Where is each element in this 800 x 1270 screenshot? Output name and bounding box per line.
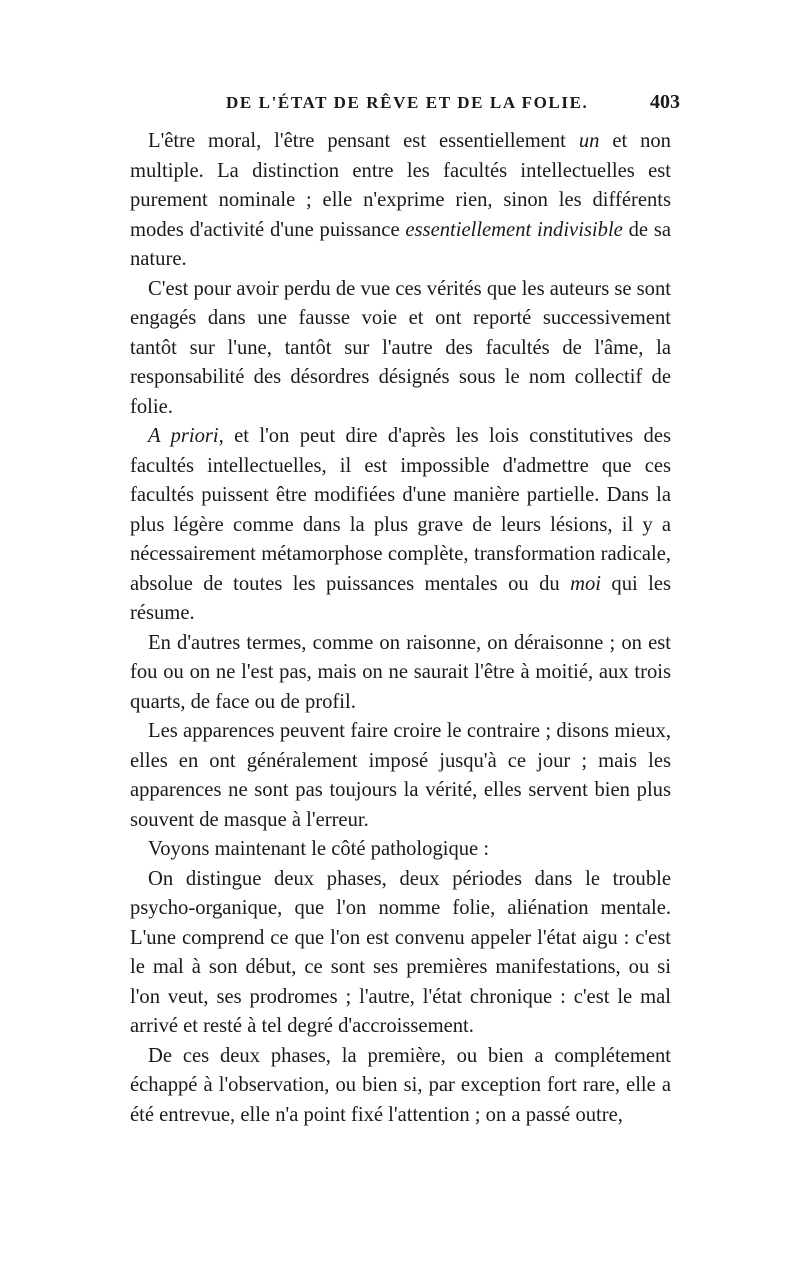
- paragraph-text: qui les résume.: [130, 572, 671, 624]
- paragraph-4: [130, 629, 671, 718]
- paragraph-text: C'est pour avoir perdu de vue ces vérités que les auteurs se sont engagés dans une fausse voie et ont reporté successivement tantôt sur l'une, tantôt sur l'autre des facultés de l'âme, la responsabilité des désordres désignés sous le nom collectif de folie.: [130, 277, 671, 418]
- paragraph-text: de sa nature.: [130, 218, 672, 270]
- running-header: [130, 91, 680, 121]
- body-text: [130, 127, 671, 1130]
- paragraph-7: [130, 865, 671, 1042]
- page-number: 403: [650, 91, 680, 113]
- paragraph-5: [130, 717, 671, 835]
- running-title: DE L'ÉTAT DE RÊVE ET DE LA FOLIE.: [226, 93, 589, 112]
- paragraph-3: [130, 422, 671, 629]
- paragraph-1: [130, 127, 671, 275]
- paragraph-text: Voyons maintenant le côté pathologique :: [148, 838, 490, 860]
- paragraph-text: De ces deux phases, la première, ou bien a complétement échappé à l'observation, ou bien si, par exception fort rare, elle a été entrevue, elle n'a point fixé l'attention ; on a passé outre,: [130, 1044, 671, 1126]
- italic-text: moi: [570, 572, 601, 595]
- italic-text: essentiellement indivisible: [405, 218, 623, 241]
- italic-text: un: [578, 130, 600, 152]
- paragraph-2: [130, 275, 671, 423]
- paragraph-text: L'être moral, l'être pensant est essentiellement: [148, 130, 579, 152]
- paragraph-text: En d'autres termes, comme on raisonne, on déraisonne ; on est fou ou on ne l'est pas, mais on ne saurait l'être à moitié, aux trois quarts, de face ou de profil.: [130, 631, 671, 713]
- paragraph-6: [130, 835, 671, 865]
- paragraph-text: Les apparences peuvent faire croire le contraire ; disons mieux, elles en ont généralement imposé jusqu'à ce jour ; mais les apparences ne sont pas toujours la vérité, elles servent bien plus souvent de masque à l'erreur.: [130, 720, 671, 831]
- paragraph-text: , et l'on peut dire d'après les lois constitutives des facultés intellectuelles, il est impossible d'admettre que ces facultés puissent être modifiées d'une manière partielle. Dans la plus légère comme dans la plus grave de leurs lésions, il y a nécessairement métamorphose complète, transformation radicale, absolue de toutes les puissances mentales ou du: [130, 425, 672, 595]
- paragraph-text: On distingue deux phases, deux périodes dans le trouble psycho-organique, que l'on nomme folie, aliénation mentale. L'une comprend ce que l'on est convenu appeler l'état aigu : c'est le mal à son début, ce sont ses premières manifestations, ou si l'on veut, ses prodromes ; l'autre, l'état chronique : c'est le mal arrivé et resté à tel degré d'accroissement.: [130, 867, 671, 1037]
- italic-text: A priori: [148, 425, 219, 447]
- paragraph-text: et non multiple. La distinction entre les facultés intellectuelles est purement nominale ; elle n'exprime rien, sinon les différents modes d'activité d'une puissance: [130, 130, 671, 241]
- paragraph-8: [130, 1042, 671, 1131]
